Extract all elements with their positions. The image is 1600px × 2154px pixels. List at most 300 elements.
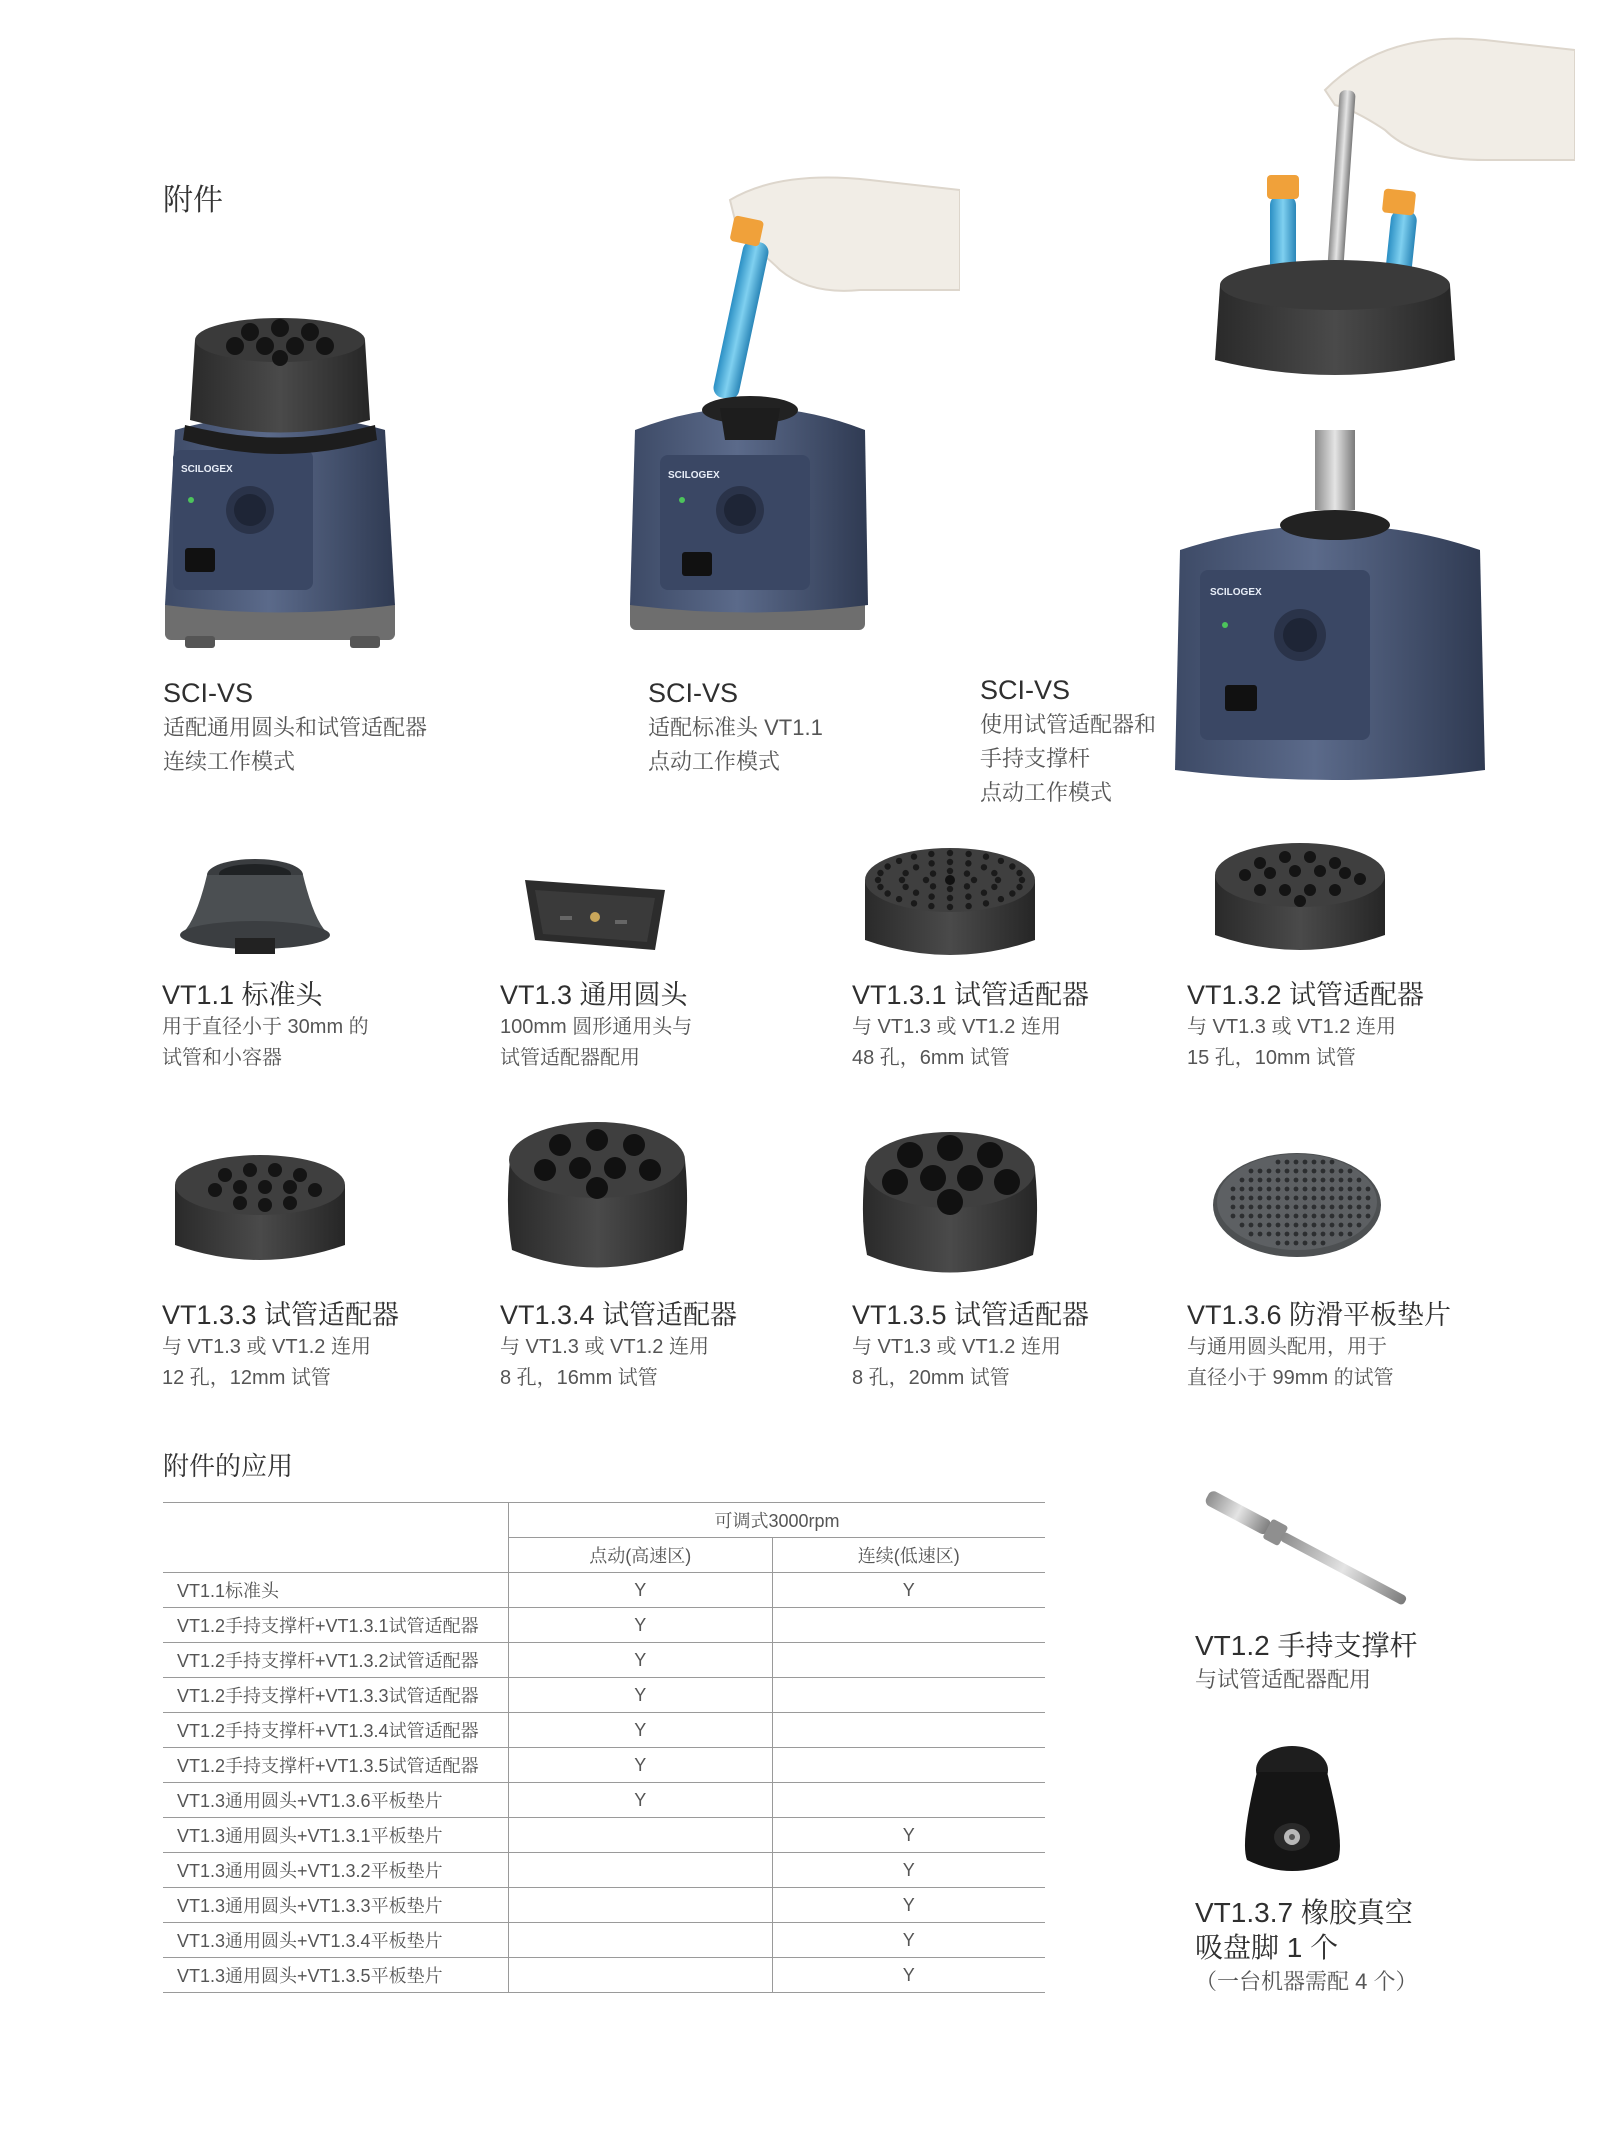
- pad-dot: [1276, 1214, 1281, 1219]
- pad-dot: [1240, 1187, 1245, 1192]
- table-row: [163, 1608, 1045, 1643]
- accessory-desc-line: 8 孔，20mm 试管: [852, 1367, 1010, 1389]
- pad-dot: [1339, 1187, 1344, 1192]
- table-cell-jog: Y: [509, 1783, 773, 1818]
- pad-dot: [1294, 1241, 1299, 1246]
- table-header-row: [163, 1503, 1045, 1538]
- table-cell-jog: [509, 1923, 773, 1958]
- table-row: [163, 1748, 1045, 1783]
- pad-dot: [1240, 1196, 1245, 1201]
- adapter-hole: [991, 870, 997, 876]
- pad-dot: [1285, 1205, 1290, 1210]
- accessory-caption-vt1-3-5: [852, 1298, 1089, 1394]
- adapter-hole: [965, 851, 971, 857]
- accessory-name: VT1.3.4 试管适配器: [500, 1300, 738, 1330]
- pad-dot: [1348, 1178, 1353, 1183]
- table-cell-label: VT1.2手持支撑杆+VT1.3.5试管适配器: [163, 1748, 509, 1783]
- pad-dot: [1348, 1214, 1353, 1219]
- pad-dot: [1267, 1169, 1272, 1174]
- pad-dot: [1294, 1214, 1299, 1219]
- adapter-hole: [877, 870, 883, 876]
- adapter-hole: [965, 860, 971, 866]
- pad-dot: [1339, 1169, 1344, 1174]
- accessory-desc-line: 与 VT1.3 或 VT1.2 连用: [852, 1016, 1061, 1038]
- pad-dot: [1330, 1205, 1335, 1210]
- adapter-hole: [995, 877, 1001, 883]
- adapter-hole: [1264, 867, 1276, 879]
- pad-dot: [1267, 1178, 1272, 1183]
- table-cell-label: VT1.3通用圆头+VT1.3.2平板垫片: [163, 1853, 509, 1888]
- pad-dot: [1285, 1196, 1290, 1201]
- product-caption-1: [163, 675, 427, 779]
- adapter-hole: [913, 890, 919, 896]
- table-cell-jog: Y: [509, 1713, 773, 1748]
- pad-dot: [1249, 1187, 1254, 1192]
- accessory-desc-line: 与通用圆头配用，用于: [1187, 1336, 1387, 1358]
- pad-dot: [1321, 1223, 1326, 1228]
- adapter-hole: [947, 895, 953, 901]
- product-caption-2: [648, 675, 823, 779]
- table-cell-continuous: Y: [772, 1573, 1045, 1608]
- pad-dot: [1348, 1205, 1353, 1210]
- table-cell-continuous: [772, 1643, 1045, 1678]
- pad-dot: [1366, 1187, 1371, 1192]
- pad-dot: [1294, 1205, 1299, 1210]
- pad-dot: [1240, 1205, 1245, 1210]
- accessory-desc-line: 100mm 圆形通用头与: [500, 1016, 693, 1038]
- pad-dot: [1267, 1223, 1272, 1228]
- adapter-hole: [1304, 884, 1316, 896]
- accessory-caption-vt1-3-3: [162, 1298, 399, 1394]
- adapter-hole: [1339, 867, 1351, 879]
- adapter-hole: [1279, 851, 1291, 863]
- product-desc-line: 适配标准头 VT1.1: [648, 715, 823, 740]
- adapter-hole: [1009, 890, 1015, 896]
- accessory-desc-line: 12 孔，12mm 试管: [162, 1367, 331, 1389]
- table-cell-continuous: Y: [772, 1888, 1045, 1923]
- pad-dot: [1339, 1196, 1344, 1201]
- accessory-desc-line: 与 VT1.3 或 VT1.2 连用: [500, 1336, 709, 1358]
- product-desc-line: 使用试管适配器和: [980, 712, 1157, 737]
- table-group-header: 可调式3000rpm: [509, 1503, 1046, 1538]
- table-row: [163, 1713, 1045, 1748]
- vt1-3-3-adapter-image: [170, 1145, 350, 1270]
- pad-dot: [1294, 1196, 1299, 1201]
- pad-dot: [1294, 1160, 1299, 1165]
- vt1-3-universal-head-image: [515, 860, 675, 960]
- adapter-hole: [1254, 857, 1266, 869]
- table-row: [163, 1678, 1045, 1713]
- pad-dot: [1276, 1205, 1281, 1210]
- pad-dot: [1339, 1232, 1344, 1237]
- pad-dot: [1294, 1169, 1299, 1174]
- pad-dot: [1249, 1178, 1254, 1183]
- vt1-3-5-adapter-image: [855, 1120, 1045, 1285]
- pad-dot: [1249, 1205, 1254, 1210]
- adapter-hole: [928, 860, 934, 866]
- adapter-hole: [991, 884, 997, 890]
- vt1-1-standard-head-image: [175, 850, 335, 960]
- pad-dot: [1276, 1241, 1281, 1246]
- adapter-hole: [1354, 873, 1366, 885]
- adapter-hole: [928, 893, 934, 899]
- product-desc-line: 点动工作模式: [648, 749, 781, 774]
- pad-dot: [1249, 1232, 1254, 1237]
- table-row: [163, 1573, 1045, 1608]
- pad-dot: [1366, 1196, 1371, 1201]
- pad-dot: [1285, 1241, 1290, 1246]
- pad-dot: [1312, 1187, 1317, 1192]
- pad-dot: [1312, 1169, 1317, 1174]
- pad-dot: [1258, 1214, 1263, 1219]
- pad-dot: [1339, 1214, 1344, 1219]
- pad-dot: [1321, 1232, 1326, 1237]
- table-header-blank: [163, 1503, 509, 1573]
- adapter-hole: [1019, 877, 1025, 883]
- pad-dot: [1357, 1223, 1362, 1228]
- pad-dot: [1276, 1160, 1281, 1165]
- adapter-hole: [877, 884, 883, 890]
- pad-dot: [1330, 1187, 1335, 1192]
- vortex-mixer-with-support-rod-image: [1155, 10, 1575, 780]
- pad-dot: [1348, 1232, 1353, 1237]
- pad-dot: [1294, 1187, 1299, 1192]
- table-cell-label: VT1.3通用圆头+VT1.3.3平板垫片: [163, 1888, 509, 1923]
- pad-dot: [1267, 1187, 1272, 1192]
- product-desc-line: 连续工作模式: [163, 749, 296, 774]
- pad-dot: [1348, 1196, 1353, 1201]
- accessory-name: VT1.3.5 试管适配器: [852, 1300, 1090, 1330]
- pad-dot: [1303, 1241, 1308, 1246]
- accessory-caption-vt1-3-2: [1187, 978, 1424, 1074]
- adapter-hole: [998, 858, 1004, 864]
- pad-dot: [1303, 1232, 1308, 1237]
- adapter-hole: [971, 877, 977, 883]
- pad-dot: [1357, 1214, 1362, 1219]
- pad-dot: [1285, 1160, 1290, 1165]
- application-table: [163, 1502, 1045, 1993]
- pad-dot: [1321, 1178, 1326, 1183]
- table-cell-continuous: [772, 1783, 1045, 1818]
- side-item-desc: 与试管适配器配用: [1195, 1667, 1372, 1692]
- adapter-hole: [947, 850, 953, 856]
- adapter-hole: [875, 877, 881, 883]
- table-cell-jog: [509, 1853, 773, 1888]
- pad-dot: [1240, 1178, 1245, 1183]
- pad-dot: [1285, 1187, 1290, 1192]
- accessory-name: VT1.3.2 试管适配器: [1187, 980, 1425, 1010]
- pad-dot: [1276, 1187, 1281, 1192]
- table-cell-jog: Y: [509, 1748, 773, 1783]
- pad-dot: [1267, 1214, 1272, 1219]
- pad-dot: [1267, 1205, 1272, 1210]
- accessory-name: VT1.3 通用圆头: [500, 980, 688, 1010]
- pad-dot: [1321, 1205, 1326, 1210]
- accessory-caption-vt1-3-4: [500, 1298, 737, 1394]
- adapter-hole: [911, 853, 917, 859]
- adapter-hole: [1294, 895, 1306, 907]
- product-name: SCI-VS: [163, 678, 254, 708]
- pad-dot: [1240, 1214, 1245, 1219]
- vt1-3-4-adapter-image: [500, 1110, 695, 1280]
- adapter-hole: [998, 896, 1004, 902]
- product-desc-line: 点动工作模式: [980, 780, 1113, 805]
- table-row: [163, 1853, 1045, 1888]
- adapter-hole: [1289, 865, 1301, 877]
- pad-dot: [1312, 1214, 1317, 1219]
- pad-dot: [1312, 1160, 1317, 1165]
- adapter-hole: [928, 851, 934, 857]
- adapter-hole: [928, 903, 934, 909]
- pad-dot: [1285, 1232, 1290, 1237]
- pad-dot: [1303, 1223, 1308, 1228]
- adapter-hole: [884, 863, 890, 869]
- pad-dot: [1303, 1187, 1308, 1192]
- adapter-hole: [902, 870, 908, 876]
- vortex-mixer-with-tube-image: [610, 170, 960, 640]
- side-caption-vt1-3-7: [1195, 1895, 1417, 1999]
- pad-dot: [1294, 1178, 1299, 1183]
- table-cell-jog: [509, 1958, 773, 1993]
- pad-dot: [1240, 1223, 1245, 1228]
- table-cell-jog: Y: [509, 1573, 773, 1608]
- pad-dot: [1366, 1214, 1371, 1219]
- pad-dot: [1339, 1223, 1344, 1228]
- pad-dot: [1330, 1160, 1335, 1165]
- pad-dot: [1357, 1196, 1362, 1201]
- table-cell-continuous: [772, 1748, 1045, 1783]
- table-row: [163, 1783, 1045, 1818]
- pad-dot: [1312, 1196, 1317, 1201]
- table-cell-continuous: [772, 1713, 1045, 1748]
- adapter-hole: [896, 896, 902, 902]
- accessory-desc-line: 48 孔，6mm 试管: [852, 1047, 1010, 1069]
- table-col-header-continuous: 连续(低速区): [772, 1538, 1045, 1573]
- accessory-name: VT1.1 标准头: [162, 980, 323, 1010]
- accessory-desc-line: 用于直径小于 30mm 的: [162, 1016, 369, 1038]
- pad-dot: [1303, 1160, 1308, 1165]
- adapter-hole: [1016, 870, 1022, 876]
- side-item-name: VT1.2 手持支撑杆: [1195, 1630, 1418, 1661]
- table-cell-label: VT1.3通用圆头+VT1.3.4平板垫片: [163, 1923, 509, 1958]
- pad-dot: [1231, 1205, 1236, 1210]
- table-cell-jog: Y: [509, 1678, 773, 1713]
- table-cell-continuous: Y: [772, 1853, 1045, 1888]
- adapter-hole: [1239, 869, 1251, 881]
- table-cell-label: VT1.2手持支撑杆+VT1.3.2试管适配器: [163, 1643, 509, 1678]
- table-row: [163, 1643, 1045, 1678]
- accessory-name: VT1.3.6 防滑平板垫片: [1187, 1300, 1452, 1330]
- accessory-desc-line: 与 VT1.3 或 VT1.2 连用: [1187, 1016, 1396, 1038]
- accessory-caption-vt1-3-1: [852, 978, 1089, 1074]
- pad-dot: [1312, 1232, 1317, 1237]
- adapter-hole: [911, 900, 917, 906]
- pad-dot: [1312, 1178, 1317, 1183]
- pad-dot: [1258, 1223, 1263, 1228]
- adapter-hole: [981, 890, 987, 896]
- table-row: [163, 1888, 1045, 1923]
- accessory-desc-line: 试管和小容器: [162, 1047, 282, 1069]
- pad-dot: [1330, 1232, 1335, 1237]
- pad-dot: [1366, 1205, 1371, 1210]
- pad-dot: [1303, 1196, 1308, 1201]
- vt1-3-2-adapter-image: [1210, 835, 1390, 960]
- pad-dot: [1276, 1223, 1281, 1228]
- adapter-hole: [913, 864, 919, 870]
- pad-dot: [1258, 1169, 1263, 1174]
- adapter-hole: [983, 853, 989, 859]
- table-cell-continuous: Y: [772, 1958, 1045, 1993]
- pad-dot: [1321, 1169, 1326, 1174]
- vt1-3-6-anti-slip-pad-image: [1210, 1150, 1385, 1260]
- pad-dot: [1258, 1196, 1263, 1201]
- accessory-name: VT1.3.3 试管适配器: [162, 1300, 400, 1330]
- pad-dot: [1321, 1214, 1326, 1219]
- table-cell-label: VT1.3通用圆头+VT1.3.5平板垫片: [163, 1958, 509, 1993]
- accessory-caption-vt1-3-6: [1187, 1298, 1451, 1394]
- pad-dot: [1357, 1187, 1362, 1192]
- adapter-hole: [923, 877, 929, 883]
- pad-dot: [1303, 1169, 1308, 1174]
- page-title: 附件: [163, 184, 223, 217]
- pad-dot: [1258, 1205, 1263, 1210]
- pad-dot: [1357, 1178, 1362, 1183]
- pad-dot: [1276, 1232, 1281, 1237]
- pad-dot: [1321, 1241, 1326, 1246]
- pad-dot: [1330, 1214, 1335, 1219]
- pad-dot: [1249, 1169, 1254, 1174]
- pad-dot: [1258, 1178, 1263, 1183]
- adapter-hole: [896, 858, 902, 864]
- table-row: [163, 1958, 1045, 1993]
- table-body: [163, 1573, 1045, 1993]
- side-caption-vt1-2: [1195, 1628, 1417, 1697]
- adapter-hole: [1329, 884, 1341, 896]
- application-title: 附件的应用: [163, 1451, 294, 1481]
- pad-dot: [1285, 1169, 1290, 1174]
- table-cell-continuous: Y: [772, 1818, 1045, 1853]
- pad-dot: [1285, 1214, 1290, 1219]
- pad-dot: [1303, 1178, 1308, 1183]
- brand-logo: SCILOGEX: [1210, 587, 1262, 598]
- table-row: [163, 1923, 1045, 1958]
- pad-dot: [1249, 1214, 1254, 1219]
- adapter-hole: [947, 904, 953, 910]
- adapter-hole: [930, 870, 936, 876]
- pad-dot: [1348, 1187, 1353, 1192]
- table-cell-continuous: [772, 1608, 1045, 1643]
- table-cell-jog: Y: [509, 1608, 773, 1643]
- pad-dot: [1276, 1196, 1281, 1201]
- product-caption-3: [980, 672, 1156, 810]
- pad-dot: [1285, 1223, 1290, 1228]
- table-cell-continuous: [772, 1678, 1045, 1713]
- adapter-hole: [902, 884, 908, 890]
- product-name: SCI-VS: [648, 678, 739, 708]
- pad-dot: [1312, 1223, 1317, 1228]
- table-cell-jog: [509, 1888, 773, 1923]
- adapter-hole: [1329, 857, 1341, 869]
- pad-dot: [1303, 1214, 1308, 1219]
- adapter-hole: [964, 883, 970, 889]
- brand-logo: SCILOGEX: [668, 470, 720, 481]
- pad-dot: [1276, 1169, 1281, 1174]
- pad-dot: [1348, 1169, 1353, 1174]
- adapter-hole: [964, 870, 970, 876]
- pad-dot: [1276, 1178, 1281, 1183]
- pad-dot: [1231, 1196, 1236, 1201]
- pad-dot: [1285, 1178, 1290, 1183]
- accessory-desc-line: 直径小于 99mm 的试管: [1187, 1367, 1394, 1389]
- pad-dot: [1249, 1196, 1254, 1201]
- table-cell-label: VT1.3通用圆头+VT1.3.6平板垫片: [163, 1783, 509, 1818]
- side-item-desc: （一台机器需配 4 个）: [1195, 1969, 1418, 1994]
- pad-dot: [1267, 1232, 1272, 1237]
- pad-dot: [1312, 1205, 1317, 1210]
- pad-dot: [1321, 1196, 1326, 1201]
- product-desc-line: 手持支撑杆: [980, 746, 1091, 771]
- accessory-desc-line: 8 孔，16mm 试管: [500, 1367, 658, 1389]
- pad-dot: [1330, 1223, 1335, 1228]
- table-row: [163, 1818, 1045, 1853]
- pad-dot: [1330, 1178, 1335, 1183]
- adapter-hole: [965, 903, 971, 909]
- pad-dot: [1231, 1187, 1236, 1192]
- vt1-3-7-rubber-suction-foot-image: [1235, 1742, 1350, 1882]
- adapter-hole: [983, 900, 989, 906]
- pad-dot: [1312, 1241, 1317, 1246]
- adapter-hole: [1254, 884, 1266, 896]
- pad-dot: [1267, 1196, 1272, 1201]
- table-cell-label: VT1.1标准头: [163, 1573, 509, 1608]
- pad-dot: [1294, 1232, 1299, 1237]
- vortex-mixer-with-adapter-image: [155, 300, 405, 655]
- pad-dot: [1249, 1223, 1254, 1228]
- product-desc-line: 适配通用圆头和试管适配器: [163, 715, 428, 740]
- table-cell-label: VT1.2手持支撑杆+VT1.3.3试管适配器: [163, 1678, 509, 1713]
- adapter-hole: [981, 864, 987, 870]
- side-item-name-line: VT1.3.7 橡胶真空: [1195, 1897, 1413, 1928]
- adapter-hole: [1314, 865, 1326, 877]
- adapter-hole: [947, 868, 953, 874]
- pad-dot: [1303, 1205, 1308, 1210]
- table-cell-continuous: Y: [772, 1923, 1045, 1958]
- table-cell-label: VT1.2手持支撑杆+VT1.3.1试管适配器: [163, 1608, 509, 1643]
- table-cell-jog: [509, 1818, 773, 1853]
- pad-dot: [1321, 1187, 1326, 1192]
- vt1-3-1-adapter-image: [860, 840, 1040, 965]
- product-name: SCI-VS: [980, 675, 1071, 705]
- pad-dot: [1348, 1223, 1353, 1228]
- adapter-hole: [1016, 884, 1022, 890]
- brand-logo: SCILOGEX: [181, 464, 233, 475]
- table-col-header-jog: 点动(高速区): [509, 1538, 773, 1573]
- pad-dot: [1330, 1169, 1335, 1174]
- pad-dot: [1294, 1223, 1299, 1228]
- adapter-hole: [884, 890, 890, 896]
- accessory-caption-vt1-3: [500, 978, 692, 1074]
- adapter-hole: [947, 859, 953, 865]
- pad-dot: [1258, 1187, 1263, 1192]
- accessory-desc-line: 试管适配器配用: [500, 1047, 640, 1069]
- pad-dot: [1321, 1160, 1326, 1165]
- vt1-2-support-rod-image: [1195, 1490, 1415, 1605]
- side-item-name-line: 吸盘脚 1 个: [1195, 1932, 1339, 1963]
- adapter-hole: [1279, 884, 1291, 896]
- adapter-hole: [1009, 863, 1015, 869]
- pad-dot: [1330, 1196, 1335, 1201]
- pad-dot: [1231, 1214, 1236, 1219]
